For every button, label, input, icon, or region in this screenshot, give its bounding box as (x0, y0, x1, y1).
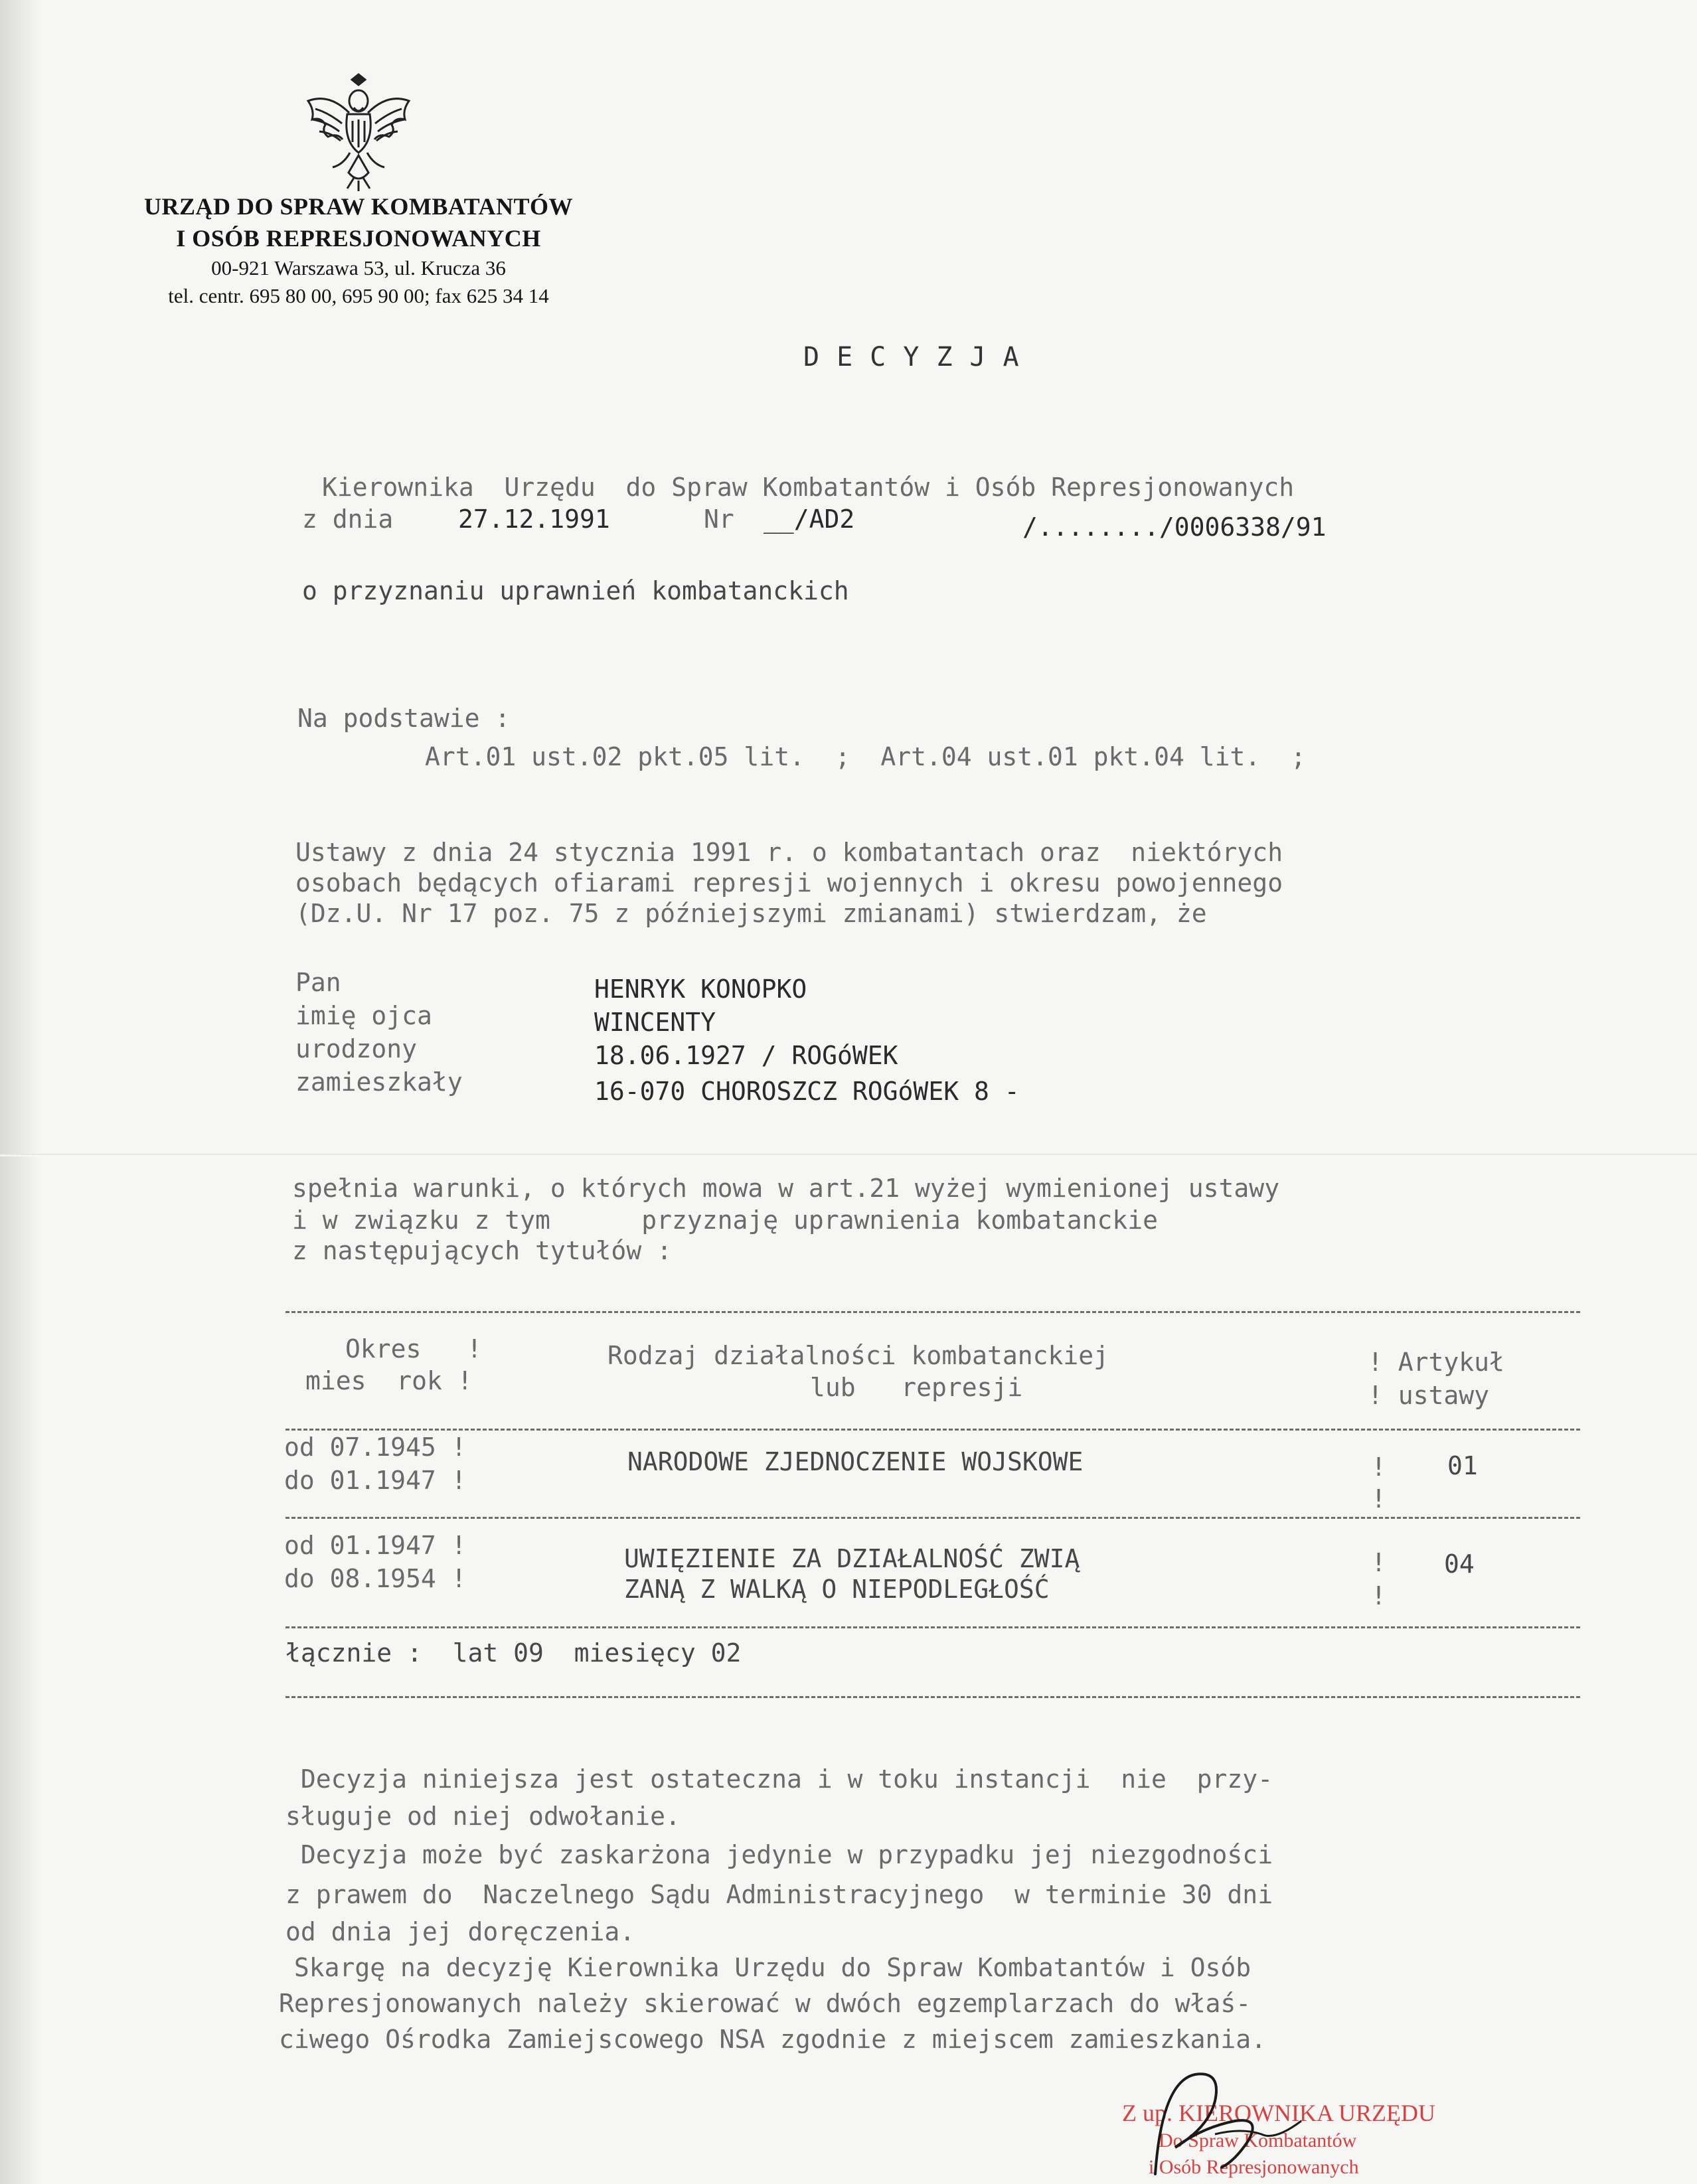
document-title: DECYZJA (803, 342, 1036, 372)
decision-number-part1: __/AD2 (764, 505, 855, 534)
pan-label: Pan (295, 968, 341, 997)
stamp-line2: Do Spraw Kombatantów (1159, 2130, 1357, 2151)
closing-line: Decyzja może być zaskarżona jedynie w przypadku jej niezgodności (285, 1840, 1273, 1869)
row-separator: ! (1371, 1581, 1386, 1610)
birth-info: 18.06.1927 / ROGóWEK (594, 1041, 898, 1070)
table-head-activity: Rodzaj działalności kombatanckiej (607, 1341, 1109, 1370)
born-label: urodzony (295, 1034, 418, 1063)
closing-line: sługuje od niej odwołanie. (285, 1802, 681, 1831)
statute-line: (Dz.U. Nr 17 poz. 75 z późniejszymi zmianami) stwierdzam, że (295, 899, 1207, 928)
row-activity: NARODOWE ZJEDNOCZENIE WOJSKOWE (627, 1447, 1084, 1476)
stamp-line1: Z up. KIEROWNIKA URZĘDU (1122, 2100, 1435, 2126)
row-article: 01 (1447, 1451, 1478, 1480)
closing-line: z prawem do Naczelnego Sądu Administracyjnego w terminie 30 dni (285, 1880, 1273, 1909)
decision-date: 27.12.1991 (458, 505, 610, 534)
page-edge-shadow (0, 0, 40, 2184)
polish-eagle-emblem-icon (302, 73, 415, 193)
table-head-period: Okres ! (345, 1334, 482, 1364)
father-label: imię ojca (295, 1001, 432, 1030)
conditions-line: spełnia warunki, o których mowa w art.21 wyżej wymienionej ustawy (292, 1174, 1280, 1203)
table-row-rule (285, 1517, 1580, 1519)
row-activity-cont: ZANĄ Z WALKĄ O NIEPODLEGŁOŚĆ (624, 1575, 1050, 1604)
statute-line: osobach będących ofiarami represji wojennych i okresu powojennego (295, 868, 1283, 897)
conditions-line: z następujących tytułów : (292, 1236, 672, 1265)
row-separator: ! (1371, 1484, 1386, 1514)
row-period-from: od 07.1945 ! (284, 1433, 467, 1462)
issuer-line: Kierownika Urzędu do Spraw Kombatantów i Osób Represjonowanych (322, 473, 1295, 502)
office-name-line2: I OSÓB REPRESJONOWANYCH (176, 225, 541, 252)
table-head-activity-sub: lub represji (810, 1373, 1023, 1402)
row-period-to: do 08.1954 ! (284, 1564, 467, 1593)
table-top-rule (285, 1311, 1580, 1313)
statute-line: Ustawy z dnia 24 stycznia 1991 r. o kombatantach oraz niektórych (295, 838, 1283, 867)
row-period-from: od 01.1947 ! (284, 1531, 467, 1560)
table-head-article-sub: ! ustawy (1368, 1381, 1490, 1410)
basis-label: Na podstawie : (297, 704, 511, 733)
person-name: HENRYK KONOPKO (594, 975, 807, 1004)
closing-line: Skargę na decyzję Kierownika Urzędu do Spraw Kombatantów i Osób (279, 1953, 1252, 1982)
residence-address: 16-070 CHOROSZCZ ROGóWEK 8 - (594, 1077, 1020, 1106)
office-name-line1: URZĄD DO SPRAW KOMBATANTÓW (143, 193, 574, 220)
decision-number-part2: /......../0006338/91 (1022, 512, 1327, 542)
table-row-rule (285, 1626, 1580, 1628)
row-separator: ! (1371, 1452, 1386, 1482)
date-prefix: z dnia (302, 505, 394, 534)
closing-line: Represjonowanych należy skierować w dwóch egzemplarzach do właś- (279, 1989, 1252, 2018)
office-phones: tel. centr. 695 80 00, 695 90 00; fax 625 34 14 (168, 284, 549, 307)
decision-subject: o przyznaniu uprawnień kombatanckich (302, 576, 849, 605)
handwritten-signature-icon (1129, 2061, 1381, 2184)
table-head-article: ! Artykuł (1368, 1348, 1504, 1377)
row-activity: UWIĘZIENIE ZA DZIAŁALNOŚĆ ZWIĄ (624, 1544, 1080, 1573)
row-period-to: do 01.1947 ! (284, 1466, 467, 1495)
table-total: łącznie : lat 09 miesięcy 02 (285, 1638, 742, 1668)
residence-label: zamieszkały (295, 1067, 463, 1097)
table-bottom-rule (285, 1696, 1580, 1698)
closing-line: ciwego Ośrodka Zamiejscowego NSA zgodnie z miejscem zamieszkania. (279, 2025, 1267, 2054)
number-prefix: Nr (704, 505, 734, 534)
basis-articles: Art.01 ust.02 pkt.05 lit. ; Art.04 ust.01 pkt.04 lit. ; (425, 742, 1306, 771)
office-address: 00-921 Warszawa 53, ul. Krucza 36 (211, 256, 506, 279)
table-head-period-units: mies rok ! (305, 1366, 473, 1395)
closing-line: od dnia jej doręczenia. (285, 1917, 635, 1946)
closing-line: Decyzja niniejsza jest ostateczna i w toku instancji nie przy- (285, 1764, 1273, 1794)
row-separator: ! (1371, 1548, 1386, 1577)
father-name: WINCENTY (594, 1008, 716, 1037)
stamp-line3: i Osób Represjonowanych (1149, 2156, 1359, 2178)
row-article: 04 (1444, 1549, 1475, 1579)
conditions-line: i w związku z tym przyznaję uprawnienia kombatanckie (292, 1206, 1159, 1235)
paper-fold-line (0, 1154, 1697, 1156)
table-head-rule (285, 1429, 1580, 1431)
